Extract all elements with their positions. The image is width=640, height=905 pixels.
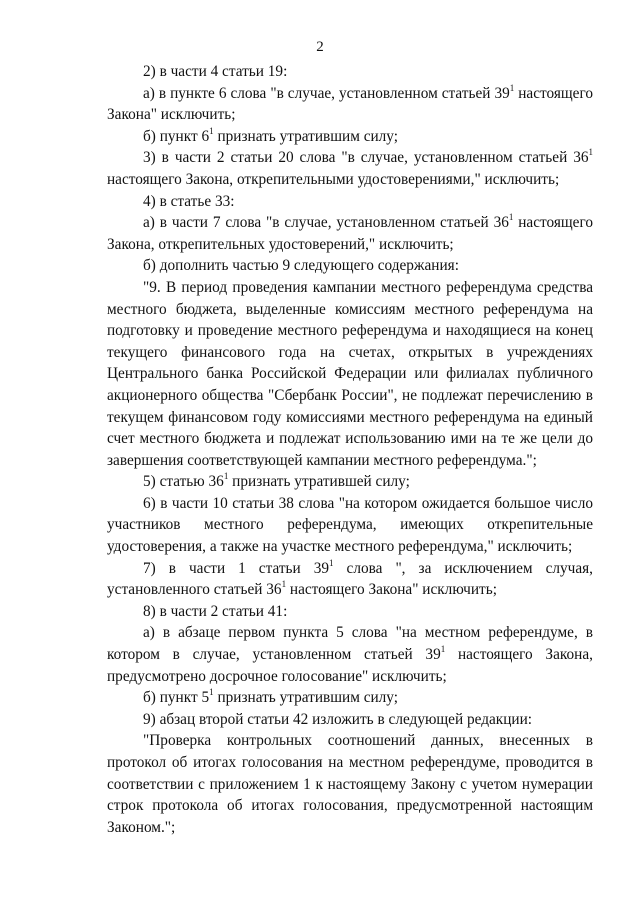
paragraph — [107, 493, 593, 558]
superscript: 1 — [209, 125, 214, 136]
text-segment: 7) в части 1 статьи 39 — [143, 559, 330, 577]
superscript: 1 — [508, 212, 514, 223]
text-segment: настоящего Закона, открепительных удостоверений," исключить; — [107, 214, 593, 253]
text-segment: настоящего Закона" исключить; — [286, 581, 497, 599]
text-segment: 2) в части 4 статьи 19: — [143, 63, 288, 80]
text-segment: признать утратившим силу; — [213, 127, 399, 145]
paragraph — [107, 126, 593, 148]
text-segment: настоящего Закона, открепительными удостоверениями," исключить; — [107, 170, 560, 188]
text-segment: признать утратившим силу; — [213, 689, 399, 707]
text-segment: настоящего Закона, предусмотрено досрочное голосование" исключить; — [107, 646, 593, 685]
text-segment: 6) в части 10 статьи 38 слова "на котором ожидается большое число участников местного референдума, имеющих открепительные удостоверения, а также на участке местного референдума," исключить; — [107, 494, 593, 556]
paragraph — [107, 83, 593, 126]
text-segment: признать утратившей силу; — [228, 473, 410, 491]
paragraph — [107, 687, 593, 709]
text-segment: б) пункт 6 — [143, 127, 210, 145]
text-segment: б) дополнить частью 9 следующего содержания: — [143, 257, 459, 275]
text-segment: "Проверка контрольных соотношений данных, внесенных в протокол об итогах голосования на местном референдуме, проводится в соответствии с приложением 1 к настоящему Закону с учетом нумерации строк протокола об итогах голосования, предусмотренной настоящим Законом."; — [107, 732, 593, 836]
superscript: 1 — [329, 557, 334, 568]
paragraph — [107, 471, 593, 493]
superscript: 1 — [509, 82, 515, 93]
paragraph — [107, 255, 593, 277]
paragraph — [107, 147, 593, 190]
text-segment: б) пункт 5 — [143, 689, 210, 707]
paragraph — [107, 277, 593, 471]
paragraph — [107, 601, 593, 623]
text-segment: 5) статью 36 — [143, 473, 224, 491]
text-segment: настоящего Закона" исключить; — [107, 84, 593, 124]
paragraph — [107, 212, 593, 255]
text-segment: 8) в части 2 статьи 41: — [143, 602, 288, 620]
superscript: 1 — [440, 643, 446, 654]
superscript: 1 — [209, 687, 214, 698]
text-segment: а) в пункте 6 слова "в случае, установленном статьей 39 — [143, 84, 510, 102]
superscript: 1 — [281, 579, 287, 590]
text-segment: слова ", за исключением случая, установленного статьей 36 — [107, 559, 594, 599]
paragraph — [107, 61, 593, 83]
paragraph — [107, 709, 593, 731]
superscript: 1 — [588, 147, 593, 158]
text-segment: а) в абзаце первом пункта 5 слова "на местном референдуме, в котором в случае, установленном статьей 39 — [107, 624, 593, 664]
paragraph — [107, 730, 593, 838]
document-body — [107, 61, 593, 838]
text-segment: 9) абзац второй статьи 42 изложить в следующей редакции: — [143, 710, 533, 728]
paragraph — [107, 191, 593, 213]
text-segment: "9. В период проведения кампании местного референдума средства местного бюджета, выделенные комиссиям местного референдума на подготовку и проведение местного референдума и находящиеся на конец текущего финансового года на счетах, открытых в учреждениях Центрального банка Российской Федерации или филиалах публичного акционерного общества "Сбербанк России", не подлежат перечислению в текущем финансовом году комиссиями местного референдума на единый счет местного бюджета и подлежат использованию ими на те же цели до завершения соответствующей кампании местного референдума."; — [107, 278, 593, 469]
paragraph — [107, 622, 593, 687]
text-segment: 4) в статье 33: — [143, 192, 235, 210]
paragraph — [107, 558, 593, 601]
text-segment: 3) в части 2 статьи 20 слова "в случае, установленном статьей 36 — [143, 149, 589, 167]
page-number: 2 — [316, 39, 324, 55]
text-segment: а) в части 7 слова "в случае, установленном статьей 36 — [143, 214, 509, 232]
superscript: 1 — [223, 471, 229, 482]
